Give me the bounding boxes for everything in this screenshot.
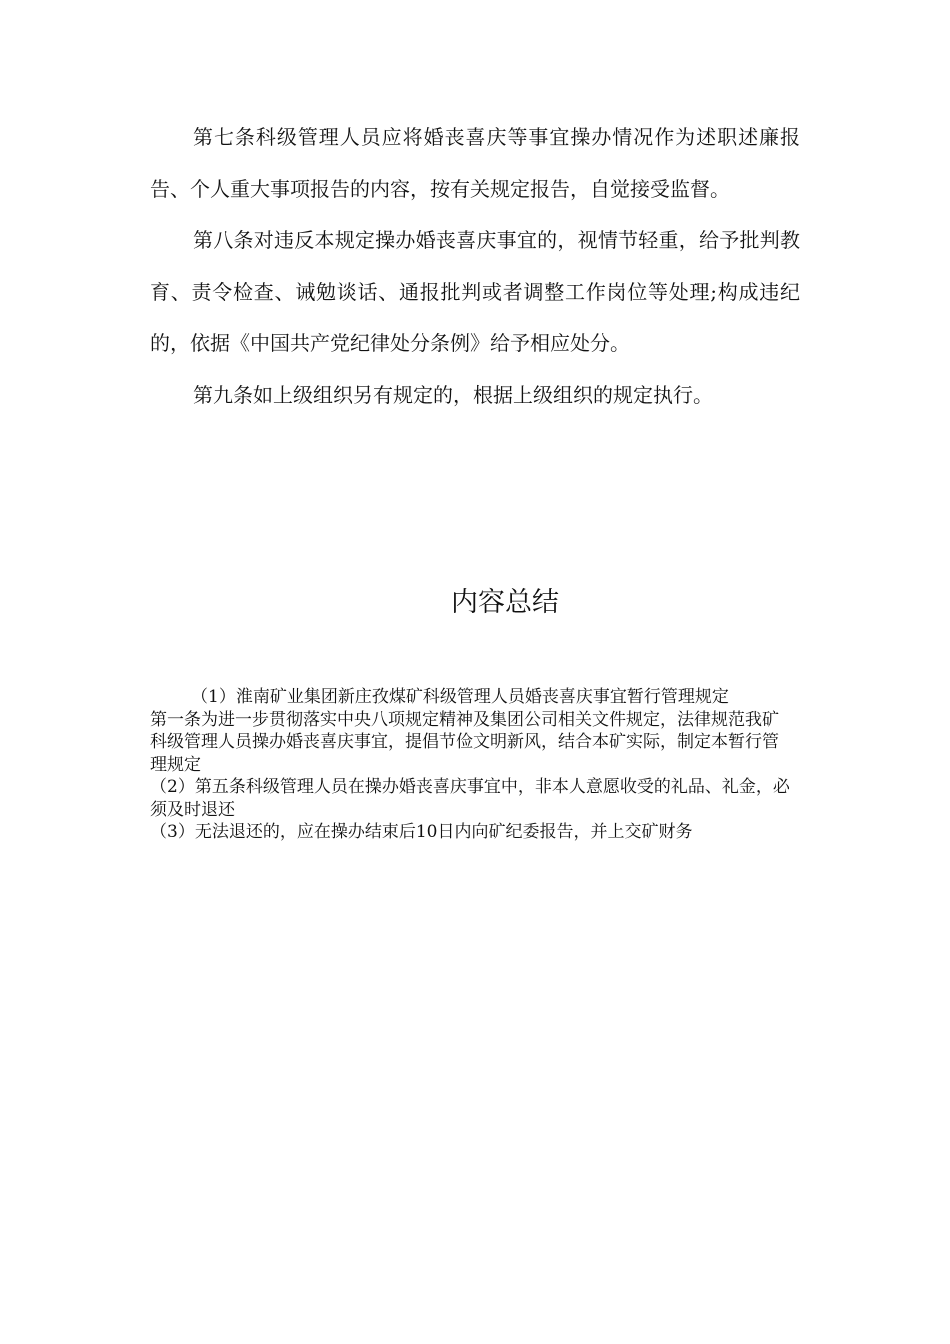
summary-item-3: （2）第五条科级管理人员在操办婚丧喜庆事宜中，非本人意愿收受的礼品、礼金，必须及时退还 <box>150 777 790 820</box>
summary-item-4: （3）无法退还的，应在操办结束后10日内向矿纪委报告，并上交矿财务 <box>150 822 693 842</box>
article-8: 第八条对违反本规定操办婚丧喜庆事宜的，视情节轻重，给予批判教育、责令检查、诫勉谈话、通报批判或者调整工作岗位等处理;构成违纪的，依据《中国共产党纪律处分条例》给予相应处分。 <box>150 228 800 355</box>
summary-item-1: （1）淮南矿业集团新庄孜煤矿科级管理人员婚丧喜庆事宜暂行管理规定 <box>191 687 729 707</box>
summary-section <box>150 686 795 844</box>
article-9: 第九条如上级组织另有规定的，根据上级组织的规定执行。 <box>193 382 713 407</box>
regulation-articles <box>150 112 800 421</box>
article-7: 第七条科级管理人员应将婚丧喜庆等事宜操办情况作为述职述廉报告、个人重大事项报告的内容，按有关规定报告，自觉接受监督。 <box>150 125 800 201</box>
summary-item-2: 第一条为进一步贯彻落实中央八项规定精神及集团公司相关文件规定，法律规范我矿科级管理人员操办婚丧喜庆事宜，提倡节俭文明新风，结合本矿实际，制定本暂行管理规定 <box>150 709 779 775</box>
summary-title: 内容总结 <box>451 587 559 618</box>
